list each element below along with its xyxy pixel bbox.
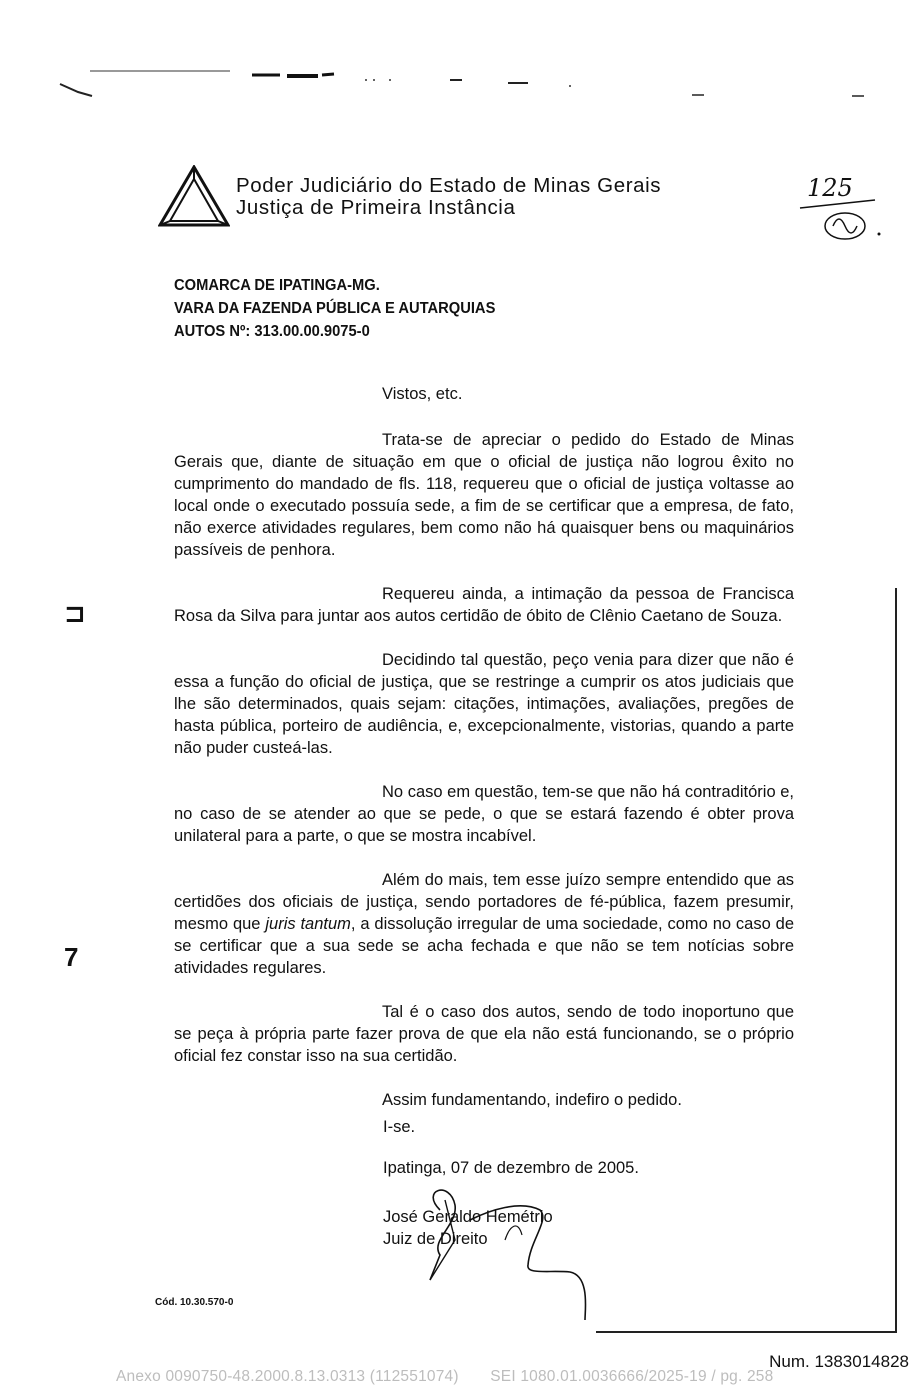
paragraph-2: Requereu ainda, a intimação da pessoa de Francisca Rosa da Silva para juntar aos autos certidão de óbito de Clênio Caetano de Souza. <box>174 585 794 625</box>
page-number-text: 125 <box>807 174 853 202</box>
judge-name: José Geraldo Hemétrio <box>383 1208 553 1226</box>
vara-line: VARA DA FAZENDA PÚBLICA E AUTARQUIAS <box>174 300 496 317</box>
paragraph-5-latin-term: juris tantum <box>265 915 351 933</box>
publication-order: I-se. <box>383 1118 416 1136</box>
judge-title: Juiz de Direito <box>383 1230 488 1248</box>
annex-reference: Anexo 0090750-48.2000.8.13.0313 (112551074) SEI 1080.01.0036666/2025-19 / pg. 258 <box>116 1368 774 1385</box>
header-title <box>236 175 661 219</box>
margin-mark-2: 7 <box>64 942 79 972</box>
paragraph-7: Assim fundamentando, indefiro o pedido. <box>382 1091 682 1109</box>
autos-line: AUTOS Nº: 313.00.00.9075-0 <box>174 323 370 340</box>
paragraph-4: No caso em questão, tem-se que não há contraditório e, no caso de se atender ao que se pede, o que se estará fazendo é obter prova unilateral para a parte, o que se mostra incabível. <box>174 783 794 845</box>
comarca-line: COMARCA DE IPATINGA-MG. <box>174 277 380 294</box>
judge-signature <box>410 1180 610 1330</box>
judiciary-triangle-logo <box>158 165 230 227</box>
court-identification <box>174 274 495 343</box>
paragraph-5-part-a: Além do mais, tem esse juízo sempre entendido que as certidões dos oficiais de justiça, sendo portadores de fé-pública, fazem presumir, mesmo que <box>174 871 794 933</box>
handwritten-page-number <box>795 168 895 248</box>
document-number: Num. 1383014828 <box>769 1352 909 1371</box>
paragraph-3: Decidindo tal questão, peço venia para dizer que não é essa a função do oficial de justiça, que se restringe a cumprir os atos judiciais que lhe são determinados, quais sejam: citações, intimações, avaliações, pregões de hasta pública, porteiro de audiência, e, excepcionalmente, vistorias, quando a parte não puder custeá-las. <box>174 651 794 757</box>
margin-mark-1: ⊐ <box>64 598 86 628</box>
right-border-line <box>895 588 897 1333</box>
place-date: Ipatinga, 07 de dezembro de 2005. <box>383 1159 639 1177</box>
paragraph-1: Trata-se de apreciar o pedido do Estado de Minas Gerais que, diante de situação em que o oficial de justiça não logrou êxito no cumprimento do mandado de fls. 118, requereu que o oficial de justiça voltasse ao local onde o executado possuía sede, a fim de se certificar que a empresa, de fato, não exerce atividades regulares, bem como não há quaisquer bens ou maquinários passíveis de penhora. <box>174 431 794 559</box>
scan-artifacts <box>0 0 923 130</box>
header-line-1: Poder Judiciário do Estado de Minas Gerais <box>236 174 662 197</box>
paragraph-6: Tal é o caso dos autos, sendo de todo inoportuno que se peça à própria parte fazer prova de que ela não está funcionando, se o próprio oficial fez constar isso na sua certidão. <box>174 1003 794 1065</box>
paragraph-5-part-b: , a dissolução irregular de uma sociedade, como no caso de se certificar que a sua sede se acha fechada e que não se tem notícias sobre atividades regulares. <box>174 915 794 977</box>
greeting: Vistos, etc. <box>382 385 463 403</box>
page-number-stamp <box>795 168 895 248</box>
paragraph-5 <box>174 869 794 979</box>
form-code: Cód. 10.30.570-0 <box>155 1297 234 1308</box>
decision-body <box>174 383 794 1133</box>
header-line-2: Justiça de Primeira Instância <box>236 196 516 219</box>
bottom-border-line <box>596 1331 896 1333</box>
